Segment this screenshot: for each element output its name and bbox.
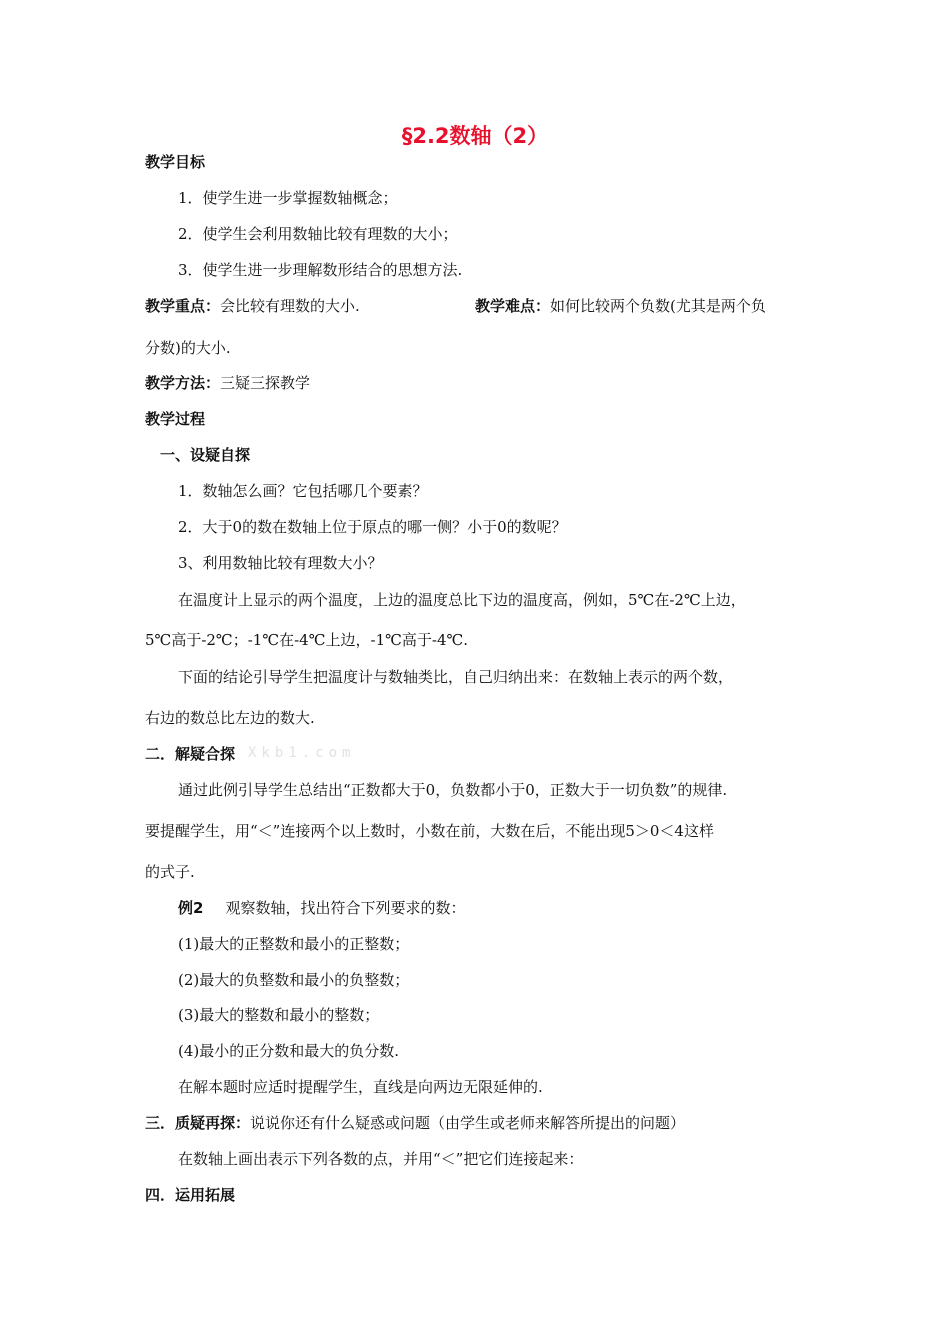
- section3-heading: 三．质疑再探：: [145, 1114, 251, 1132]
- method-line: [145, 373, 310, 393]
- example-note: 在解本题时应适时提醒学生，直线是向两边无限延伸的.: [178, 1078, 543, 1096]
- conclusion-para-line-2: 右边的数总比左边的数大.: [145, 709, 315, 727]
- temperature-para-line-2: 5℃高于-2℃；-1℃在-4℃上边，-1℃高于-4℃.: [145, 631, 469, 649]
- process-heading: 教学过程: [145, 410, 206, 428]
- section4-heading: 四．运用拓展: [145, 1186, 236, 1204]
- example-item-1: (1)最大的正整数和最小的正整数；: [178, 935, 410, 953]
- method-text: 三疑三探教学: [220, 374, 311, 392]
- section1-item-1: 1．数轴怎么画？它包括哪几个要素？: [178, 482, 428, 500]
- difficulty-continued: 分数)的大小.: [145, 339, 231, 357]
- difficulty-line: [475, 296, 766, 316]
- objective-item-1: 1．使学生进一步掌握数轴概念；: [178, 189, 398, 207]
- section2-para-line-2: 要提醒学生，用“＜”连接两个以上数时，小数在前，大数在后，不能出现5＞0＜4这样: [145, 822, 714, 840]
- key-point-text: 会比较有理数的大小.: [220, 297, 360, 315]
- section1-item-2: 2．大于0的数在数轴上位于原点的哪一侧？小于0的数呢？: [178, 518, 567, 536]
- section3-task: 在数轴上画出表示下列各数的点，并用“＜”把它们连接起来：: [178, 1150, 584, 1168]
- example-item-4: (4)最小的正分数和最大的负分数.: [178, 1042, 400, 1060]
- key-points-line: [145, 296, 360, 316]
- difficulty-text: 如何比较两个负数(尤其是两个负: [550, 297, 766, 315]
- objectives-heading: 教学目标: [145, 153, 206, 171]
- section1-item-3: 3、利用数轴比较有理数大小？: [178, 554, 383, 572]
- section3-text: 说说你还有什么疑惑或问题（由学生或老师来解答所提出的问题）: [250, 1114, 686, 1132]
- temperature-para-line-1: 在温度计上显示的两个温度，上边的温度总比下边的温度高，例如，5℃在-2℃上边，: [178, 591, 746, 609]
- section1-heading: 一、设疑自探: [160, 446, 251, 464]
- key-point-label: 教学重点：: [145, 297, 221, 315]
- example-item-3: (3)最大的整数和最小的整数；: [178, 1006, 380, 1024]
- conclusion-para-line-1: 下面的结论引导学生把温度计与数轴类比，自己归纳出来：在数轴上表示的两个数，: [178, 668, 734, 686]
- objective-item-2: 2．使学生会利用数轴比较有理数的大小；: [178, 225, 458, 243]
- method-label: 教学方法：: [145, 374, 221, 392]
- difficulty-label: 教学难点：: [475, 297, 551, 315]
- example-item-2: (2)最大的负整数和最小的负整数；: [178, 971, 410, 989]
- example-text: 观察数轴，找出符合下列要求的数：: [225, 899, 466, 917]
- section2-para-line-1: 通过此例引导学生总结出“正数都大于0，负数都小于0，正数大于一切负数”的规律.: [178, 781, 728, 799]
- section2-para-line-3: 的式子.: [145, 863, 195, 881]
- example-label: 例2: [178, 899, 204, 917]
- objective-item-3: 3．使学生进一步理解数形结合的思想方法.: [178, 261, 463, 279]
- example-line: [178, 898, 465, 918]
- section3-line: [145, 1113, 685, 1133]
- watermark: Xkb1.com: [248, 745, 356, 761]
- section2-heading: 二．解疑合探: [145, 745, 236, 763]
- page-title: §2.2数轴（2）: [401, 124, 549, 148]
